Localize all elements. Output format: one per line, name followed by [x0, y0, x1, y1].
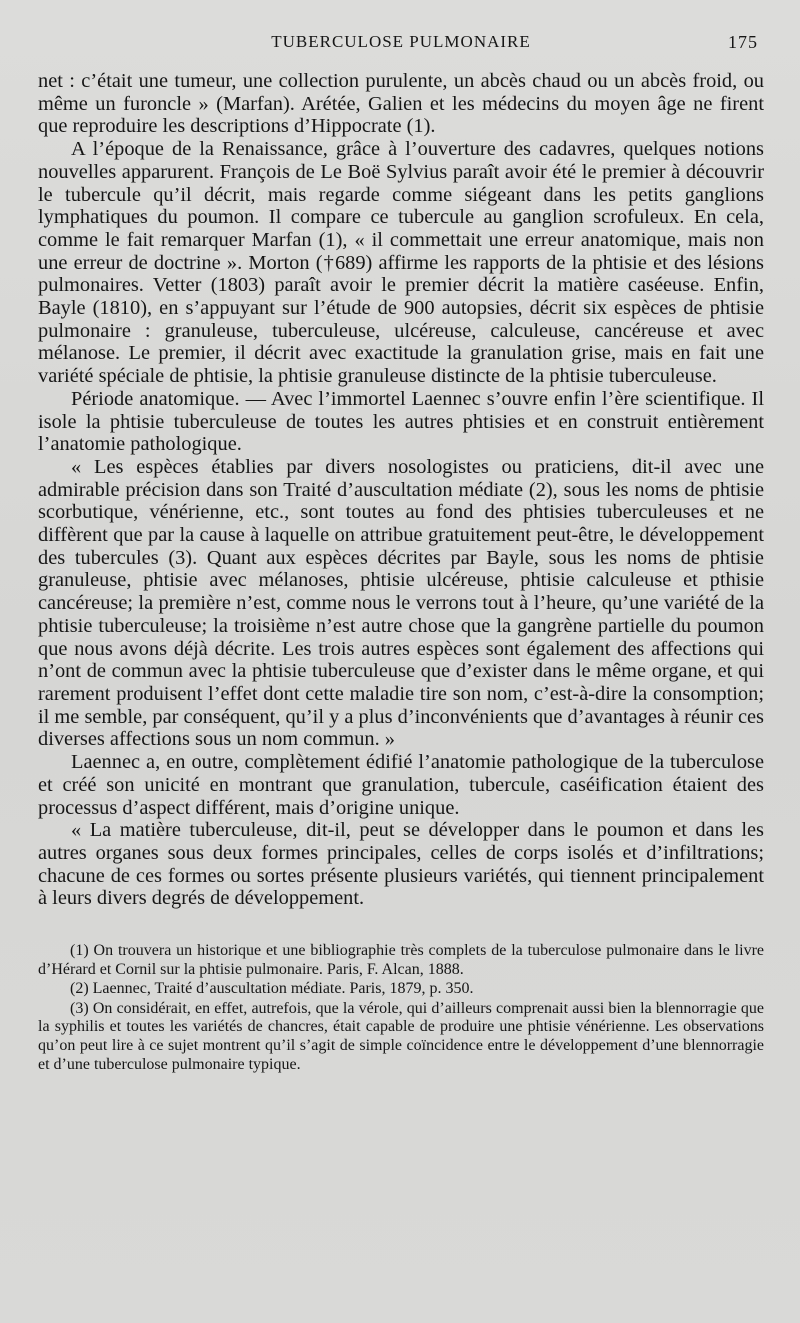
quote-paragraph: « Les espèces établies par divers nosologistes ou praticiens, dit-il avec une admirable précision dans son Traité d’auscultation médiate (2), sous les noms de phtisie scorbutique, vénérienne, etc., sont toutes au fond des phtisies tuberculeuses et ne diffèrent que par la cause à laquelle on attribue gratuitement peut-être, le développement des tubercules (3). Quant aux espèces décrites par Bayle, sous les noms de phtisie granuleuse, phtisie avec mélanoses, phtisie ulcéreuse, phtisie calculeuse et pthisie cancéreuse; la première n’est, comme nous le verrons tout à l’heure, qu’une variété de la phtisie tuberculeuse; la troisième n’est autre chose que la gangrène partielle du poumon que nous avons déjà décrite. Les trois autres espèces sont également des affections qui n’ont de commun avec la phtisie tuberculeuse que d’exister dans le même organe, et qui rarement produisent l’effet dont cette maladie tire son nom, c’est-à-dire la consomption; il me semble, par conséquent, qu’il y a plus d’inconvénients que d’avantages à réunir ces diverses affections sous un nom commun. »	[38, 455, 764, 751]
paragraph: net : c’était une tumeur, une collection purulente, un abcès chaud ou un abcès froid, ou même un furoncle » (Marfan). Arétée, Galien et les médecins du moyen âge ne firent que reproduire les descriptions d’Hippocrate (1).	[38, 70, 764, 138]
paragraph: A l’époque de la Renaissance, grâce à l’ouverture des cadavres, quelques notions nouvelles apparurent. François de Le Boë Sylvius paraît avoir été le premier à découvrir le tubercule qu’il décrit, mais regarde comme siégeant dans les petits ganglions lymphatiques du poumon. Il compare ce tubercule au ganglion scrofuleux. En cela, comme le fait remarquer Marfan (1), « il commettait une erreur anatomique, mais non une erreur de doctrine ». Morton (†689) affirme les rapports de la phtisie et des lésions pulmonaires. Vetter (1803) paraît avoir le premier décrit la matière caséeuse. Enfin, Bayle (1810), en s’appuyant sur l’étude de 900 autopsies, décrit six espèces de phtisie pulmonaire : granuleuse, tuberculeuse, ulcéreuse, calculeuse, cancéreuse et avec mélanose. Le premier, il décrit avec exactitude la granulation grise, mais en fait une variété spéciale de phtisie, la phtisie granuleuse distincte de la phtisie tuberculeuse.	[38, 138, 764, 388]
paragraph-section-anatomique: Période anatomique. — Avec l’immortel Laennec s’ouvre enfin l’ère scientifique. Il isole la phtisie tuberculeuse de toutes les autres phtisies et en construit entièrement l’anatomie pathologique.	[38, 387, 764, 456]
footnote: (2) Laennec, Traité d’auscultation médiate. Paris, 1879, p. 350.	[70, 980, 474, 998]
running-head	[38, 30, 764, 58]
footnote: (3) On considérait, en effet, autrefois, que la vérole, qui d’ailleurs comprenait aussi bien la blennorragie que la syphilis et toutes les variétés de chancres, était capable de produire une phtisie vénérienne. Les observations qu’on peut lire à ce sujet montrent qu’il s’agit de simple coïncidence entre le développement d’une blennorragie et d’une tuberculose pulmonaire typique.	[38, 999, 764, 1073]
footnotes	[38, 942, 764, 1074]
footnote: (1) On trouvera un historique et une bibliographie très complets de la tuberculose pulmonaire dans le livre d’Hérard et Cornil sur la phtisie pulmonaire. Paris, F. Alcan, 1888.	[38, 942, 764, 978]
running-title: TUBERCULOSE PULMONAIRE	[271, 32, 531, 51]
paragraph: Laennec a, en outre, complètement édifié l’anatomie pathologique de la tuberculose et créé son unicité en montrant que granulation, tubercule, caséification étaient des processus d’aspect différent, mais d’origine unique.	[38, 751, 764, 819]
quote-paragraph: « La matière tuberculeuse, dit-il, peut se développer dans le poumon et dans les autres organes sous deux formes principales, celles de corps isolés et d’infiltrations; chacune de ces formes ou sortes présente plusieurs variétés, qui tiennent principalement à leurs divers degrés de développement.	[38, 819, 764, 910]
page-number: 175	[728, 32, 758, 52]
body-text	[38, 70, 764, 910]
